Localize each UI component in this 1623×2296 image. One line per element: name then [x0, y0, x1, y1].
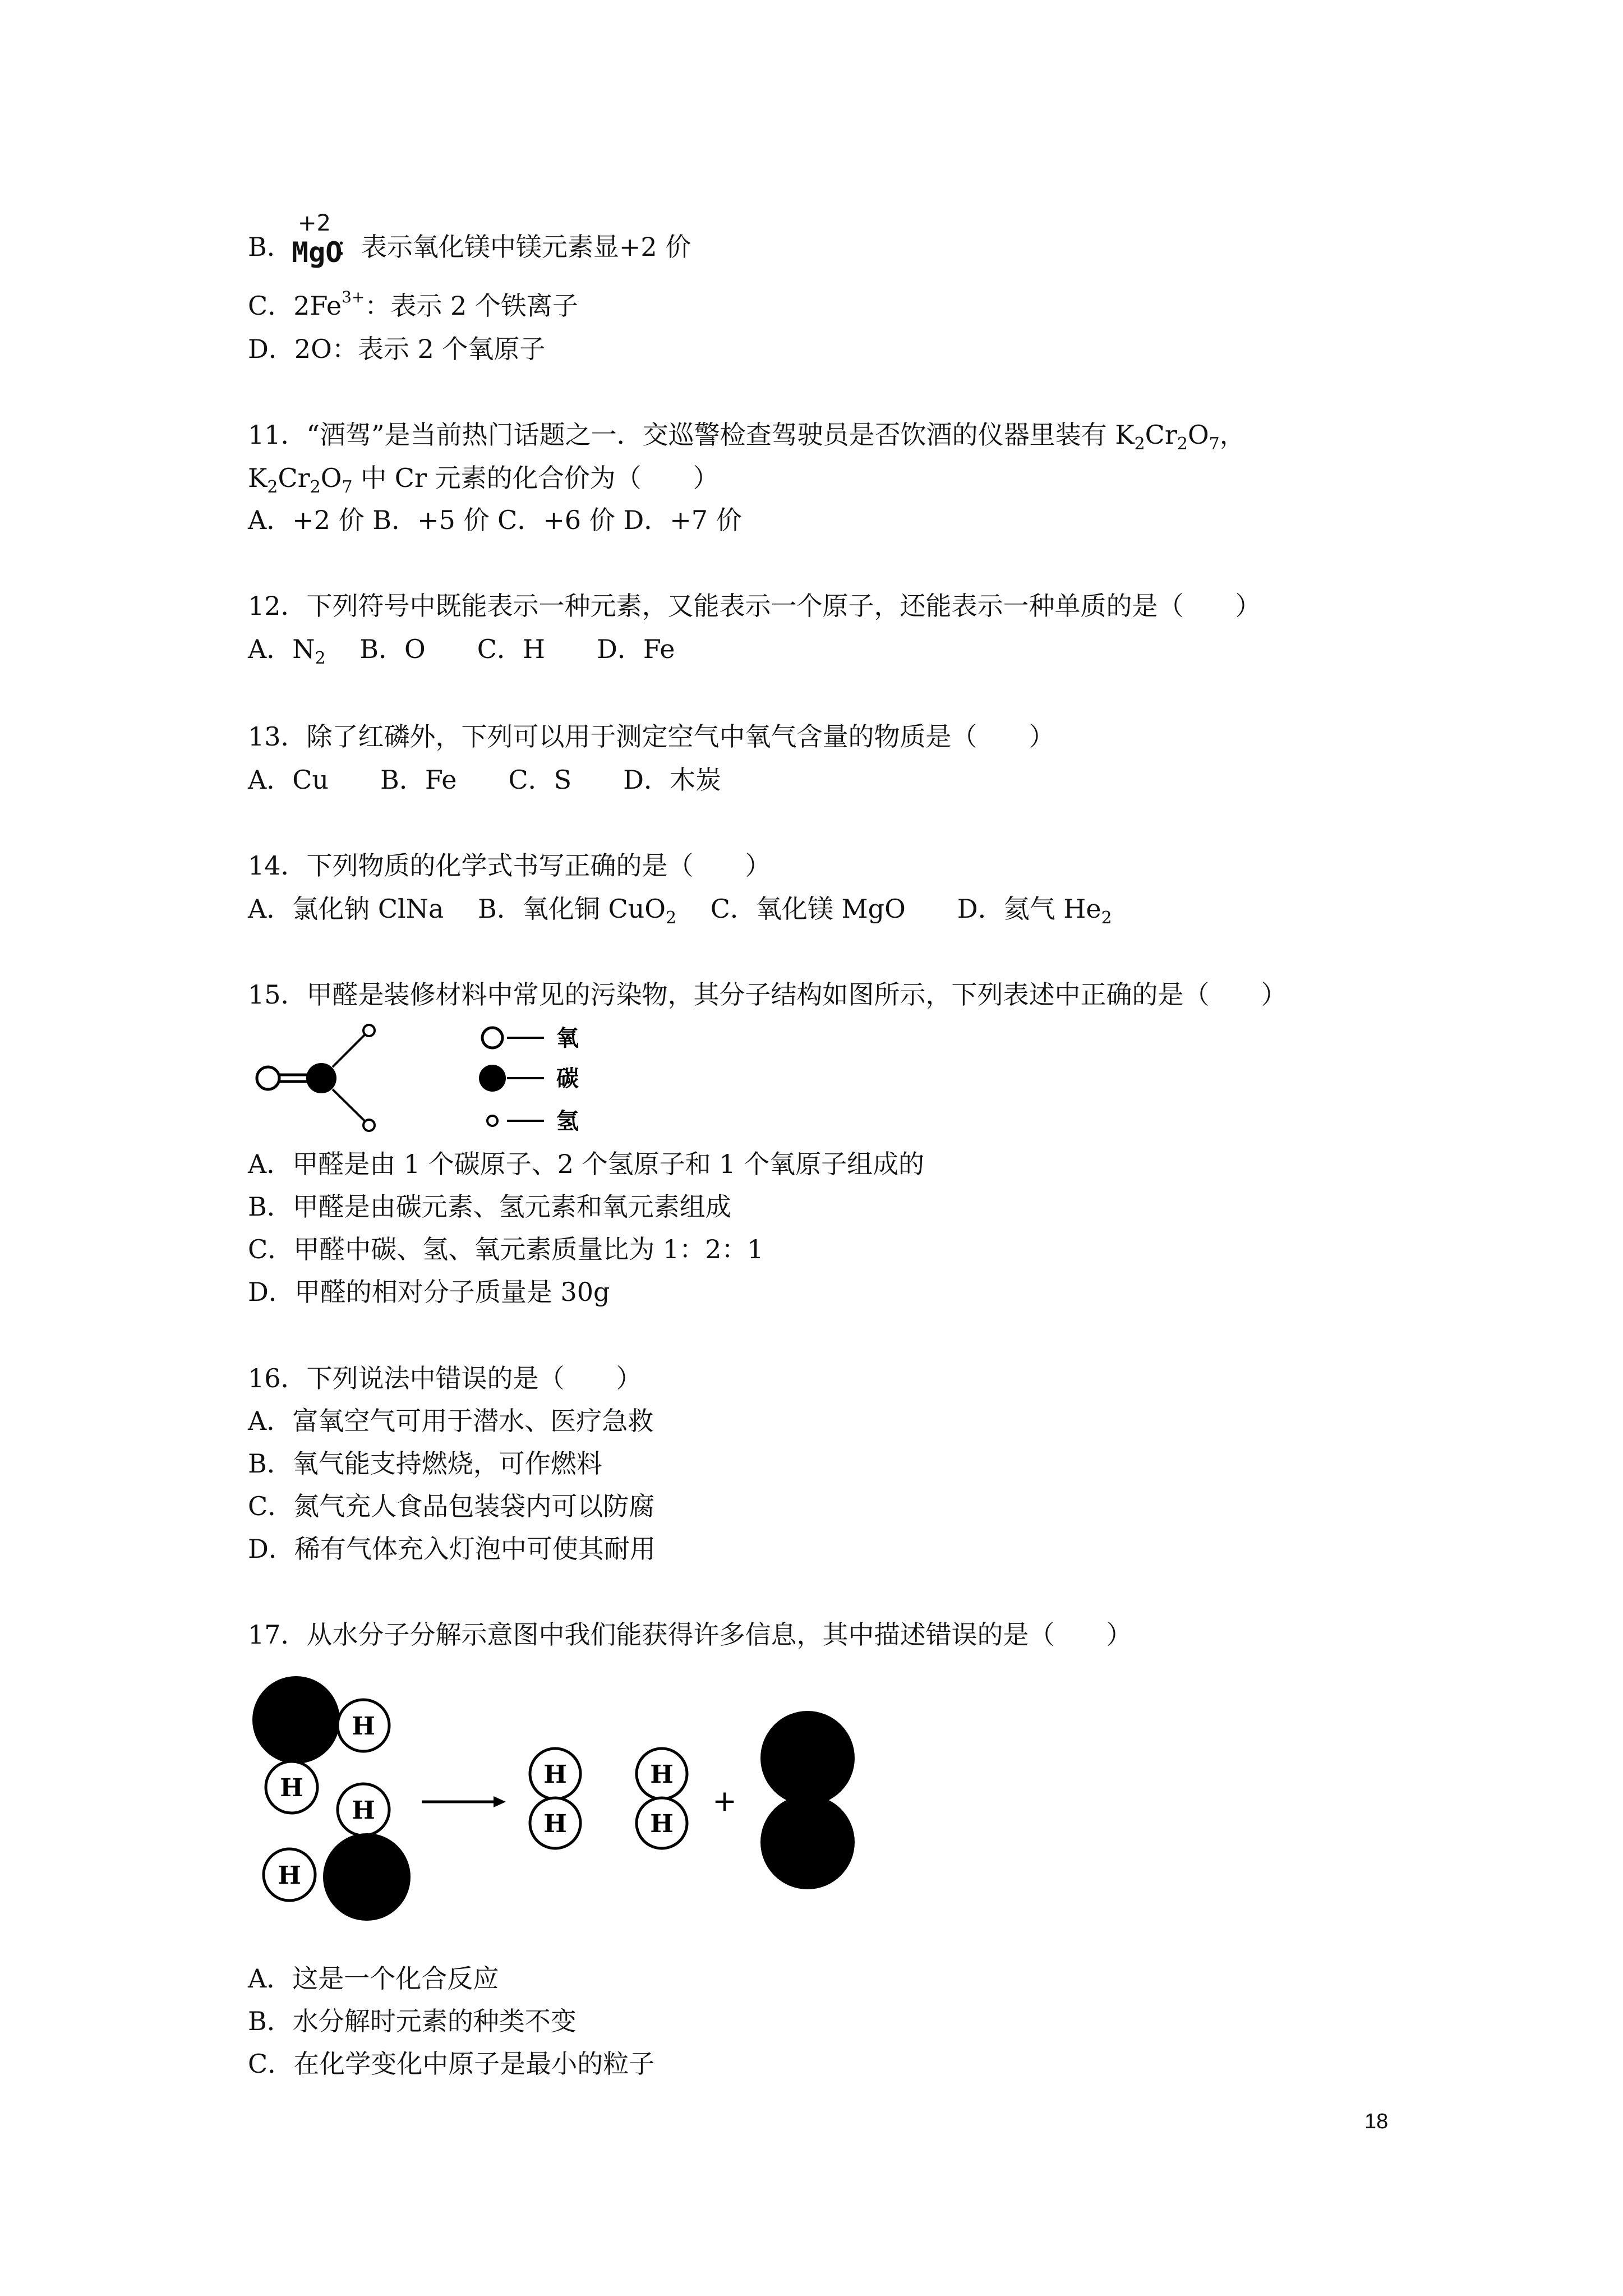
q17-option-a: A．这是一个化合反应: [248, 1963, 499, 1994]
oxygen-atom: [252, 1676, 340, 1764]
formaldehyde-diagram: [247, 1010, 639, 1150]
q15-stem: 15．甲醛是装修材料中常见的污染物，其分子结构如图所示，下列表述中正确的是（ ）: [248, 979, 1287, 1010]
oxygen-atom: [257, 1067, 279, 1089]
svg-text:H: H: [352, 1796, 375, 1825]
q10-option-d: D．2O：表示 2 个氧原子: [248, 334, 546, 364]
oxygen-atom: [323, 1833, 411, 1921]
q10-option-b: B． ：表示氧化镁中镁元素显+2 价: [248, 232, 691, 262]
plus-sign: +: [712, 1784, 737, 1818]
legend-oxygen-label: 氧: [556, 1025, 579, 1051]
q16-option-d: D．稀有气体充入灯泡中可使其耐用: [248, 1534, 656, 1564]
svg-text:H: H: [278, 1861, 301, 1890]
water-decomposition-diagram: [247, 1672, 875, 1941]
valence-mark: +2: [298, 210, 331, 236]
q10-option-c: C．$2Fe^{3+}$：表示 2 个铁离子: [248, 288, 578, 321]
q17-option-c: C．在化学变化中原子是最小的粒子: [248, 2049, 655, 2079]
q17-stem: 17．从水分子分解示意图中我们能获得许多信息，其中描述错误的是（ ）: [248, 1619, 1132, 1650]
svg-text:H: H: [543, 1810, 567, 1838]
q13-stem: 13．除了红磷外，下列可以用于测定空气中氧气含量的物质是（ ）: [248, 721, 1055, 752]
q15-option-c: C．甲醛中碳、氢、氧元素质量比为 1：2：1: [248, 1234, 764, 1264]
q12-options: A．$N_2$ B．O C．H D．Fe: [248, 634, 675, 668]
svg-text:H: H: [650, 1760, 674, 1789]
q12-stem: 12．下列符号中既能表示一种元素，又能表示一个原子，还能表示一种单质的是（ ）: [248, 591, 1261, 621]
svg-text:H: H: [543, 1760, 567, 1789]
svg-text:H: H: [650, 1810, 674, 1838]
q15-option-a: A．甲醛是由 1 个碳原子、2 个氢原子和 1 个氧原子组成的: [248, 1149, 925, 1179]
legend-carbon-symbol: [479, 1065, 506, 1092]
q16-stem: 16．下列说法中错误的是（ ）: [248, 1363, 642, 1393]
mgo-formula: MgO: [292, 236, 343, 269]
page-number: 18: [1364, 2110, 1389, 2133]
legend-carbon-label: 碳: [556, 1065, 579, 1092]
oxygen-atom: [760, 1711, 855, 1805]
legend-hydrogen-label: 氢: [556, 1108, 579, 1134]
q11-options: A．+2 价 B．+5 价 C．+6 价 D．+7 价: [248, 505, 742, 535]
q13-options: A．Cu B．Fe C．S D．木炭: [248, 765, 722, 795]
hydrogen-atom: [363, 1120, 375, 1131]
legend-hydrogen-symbol: [487, 1116, 497, 1126]
q11-stem-line1: 11．“酒驾”是当前热门话题之一．交巡警检查驾驶员是否饮酒的仪器里装有 $K_2Cr_2O_7$，: [248, 420, 1246, 454]
svg-text:H: H: [280, 1774, 303, 1802]
q17-option-b: B．水分解时元素的种类不变: [248, 2006, 577, 2036]
q16-option-c: C．氮气充人食品包装袋内可以防腐: [248, 1491, 655, 1521]
q16-option-b: B．氧气能支持燃烧，可作燃料: [248, 1448, 602, 1479]
q14-options: A．氯化钠 ClNa B．氧化铜 CuO$_2$ C．氧化镁 MgO D．氦气 $He_2$: [248, 894, 1112, 928]
legend-oxygen-symbol: [482, 1028, 502, 1048]
q14-stem: 14．下列物质的化学式书写正确的是（ ）: [248, 850, 771, 881]
oxygen-atom: [760, 1795, 855, 1889]
q16-option-a: A．富氧空气可用于潜水、医疗急救: [248, 1406, 654, 1436]
svg-text:H: H: [352, 1712, 375, 1741]
q15-option-d: D．甲醛的相对分子质量是 30g: [248, 1277, 610, 1307]
q15-option-b: B．甲醛是由碳元素、氢元素和氧元素组成: [248, 1191, 731, 1222]
carbon-atom: [306, 1063, 336, 1093]
q11-stem-line2: $K_2Cr_2O_7$ 中 Cr 元素的化合价为（ ）: [248, 463, 719, 497]
hydrogen-atom: [363, 1025, 375, 1036]
